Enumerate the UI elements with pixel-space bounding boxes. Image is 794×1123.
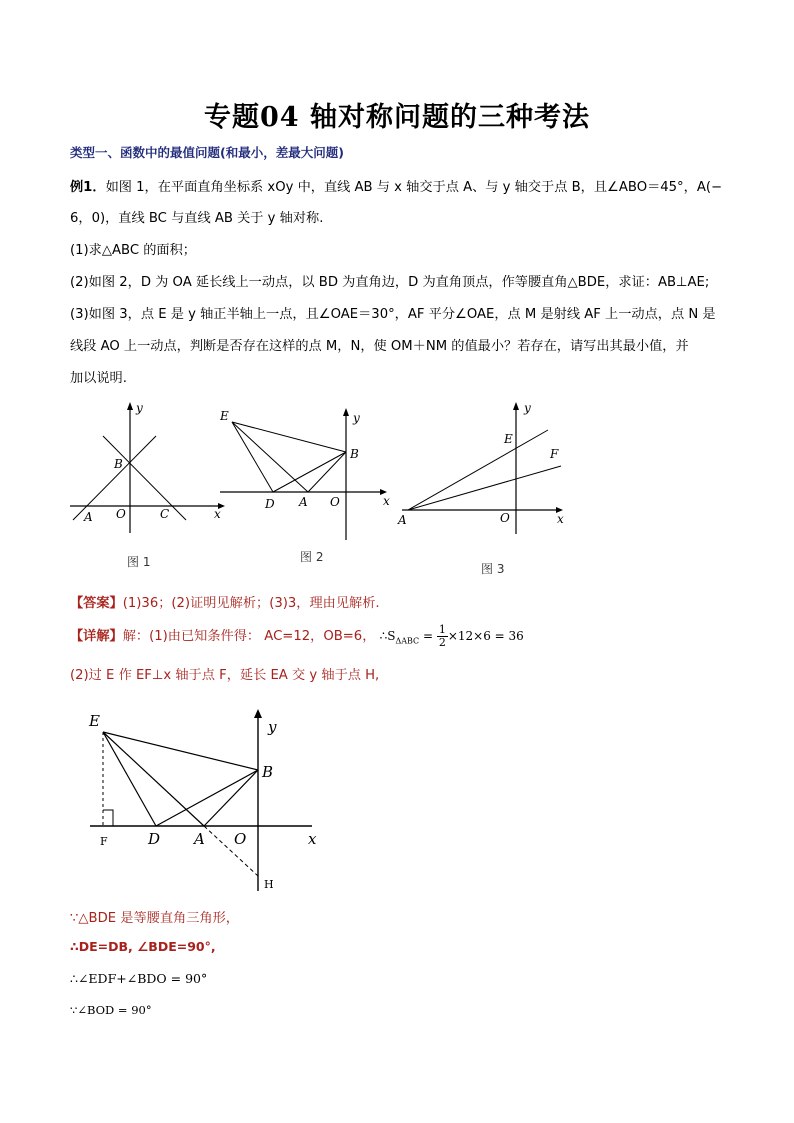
proof-line-1: ∵△BDE 是等腰直角三角形，: [70, 911, 239, 926]
formula-eq: =: [419, 629, 437, 643]
formula-fraction: [437, 624, 448, 649]
proof-line-2: ∴DE=DB, ∠BDE=90°,: [70, 939, 216, 954]
fig4-label-x: x: [308, 830, 317, 848]
fig3-label-f: F: [550, 447, 559, 461]
fig2-segment-ed: [232, 422, 273, 492]
fig4-segment-ah-dashed: [204, 826, 258, 876]
fig2-label-d: D: [265, 497, 275, 511]
fig1-y-arrow: [127, 402, 133, 410]
detail-tag: 【详解】: [70, 629, 123, 644]
question-2: (2)如图 2，D 为 OA 延长线上一动点，以 BD 为直角边，D 为直角顶点，作等腰直角△BDE，求证：AB⊥AE;: [70, 275, 710, 290]
fig4-label-f: F: [100, 835, 108, 848]
detail-step-2: (2)过 E 作 EF⊥x 轴于点 F，延长 EA 交 y 轴于点 H,: [70, 668, 380, 683]
fig4-label-e: E: [89, 712, 100, 730]
fig4-right-angle-mark: [103, 810, 113, 826]
fig4-label-y: y: [268, 718, 277, 736]
fig1-label-b: B: [114, 457, 123, 471]
example-line-2: 6，0)，直线 BC 与直线 AB 关于 y 轴对称.: [70, 211, 324, 226]
fig4-segment-eb: [103, 732, 258, 770]
fig1-label-y: y: [136, 401, 143, 415]
figure-2: [215, 402, 395, 542]
formula-prefix: ∴S: [379, 629, 396, 643]
figure-3-caption: 图 3: [481, 562, 505, 576]
figure-3: [396, 396, 576, 536]
proof-line-3: ∴∠EDF+∠BDO = 90°: [70, 971, 208, 986]
fig4-y-arrow: [254, 709, 262, 718]
fig2-segment-db: [273, 452, 346, 492]
section-heading: 类型一、函数中的最值问题(和最小，差最大问题): [70, 145, 344, 160]
fig4-segment-db: [156, 770, 258, 826]
figure-2-caption: 图 2: [300, 550, 324, 564]
question-3-line-1: (3)如图 3，点 E 是 y 轴正半轴上一点，且∠OAE＝30°，AF 平分∠OAE，点 M 是射线 AF 上一动点，点 N 是: [70, 307, 716, 322]
formula-rest: ×12×6 = 36: [447, 629, 524, 643]
area-formula: [379, 623, 524, 649]
page-title: 专题04 轴对称问题的三种考法: [204, 102, 590, 133]
fig2-label-b: B: [350, 447, 359, 461]
fig4-label-o: O: [234, 830, 247, 848]
figure-1: [68, 398, 228, 538]
fig3-label-a: A: [398, 513, 407, 527]
fig2-y-arrow: [343, 408, 349, 416]
figure-1-caption: 图 1: [127, 555, 151, 569]
fig3-y-arrow: [513, 402, 519, 410]
fig3-label-y: y: [524, 401, 531, 415]
example-label: 例1．: [70, 180, 106, 195]
fig1-label-a: A: [84, 510, 93, 524]
fig3-label-x: x: [557, 512, 564, 526]
detail-text: 解：(1)由已知条件得： AC=12，OB=6，: [122, 629, 376, 644]
answer-text: (1)36；(2)证明见解析；(3)3，理由见解析.: [122, 596, 380, 611]
fig4-segment-ea: [103, 732, 204, 826]
figure-4: [82, 706, 342, 896]
fig2-segment-ab: [308, 452, 346, 492]
fig3-label-o: O: [500, 511, 510, 525]
fig1-line-ab: [73, 436, 156, 520]
question-3-line-2: 线段 AO 上一动点，判断是否存在这样的点 M，N，使 OM＋NM 的值最小？若存在，请写出其最小值，并: [70, 339, 689, 354]
fig1-label-c: C: [160, 507, 170, 521]
fig4-label-d: D: [148, 830, 161, 848]
question-3-line-3: 加以说明.: [70, 371, 127, 386]
answer-tag: 【答案】: [70, 596, 123, 611]
fig2-label-o: O: [330, 495, 340, 509]
fig3-ray-af: [408, 466, 561, 510]
fig4-segment-ed: [103, 732, 156, 826]
formula-subscript: ΔABC: [395, 636, 420, 646]
question-1: (1)求△ABC 的面积；: [70, 243, 196, 258]
fig3-label-e: E: [504, 432, 513, 446]
fig2-label-a: A: [299, 495, 308, 509]
example-text-1: 如图 1，在平面直角坐标系 xOy 中，直线 AB 与 x 轴交于点 A、与 y 轴交于点 B，且∠ABO＝45°，A(−: [105, 180, 723, 195]
fig4-label-h: H: [264, 878, 274, 891]
fraction-numerator: 1: [438, 623, 446, 636]
fig1-label-x: x: [214, 507, 221, 521]
fig2-segment-eb: [232, 422, 346, 452]
fig2-label-y: y: [353, 411, 360, 425]
detail-line: [70, 624, 524, 649]
fig3-ray-ae: [408, 430, 548, 510]
fig2-label-x: x: [383, 494, 390, 508]
example-line-1: [70, 176, 722, 195]
fig2-label-e: E: [220, 409, 229, 423]
fig4-label-b: B: [262, 763, 274, 781]
fraction-denominator: 2: [438, 636, 446, 649]
fig1-label-o: O: [116, 507, 126, 521]
fig4-segment-ab: [204, 770, 258, 826]
fig4-label-a: A: [194, 830, 205, 848]
proof-line-4: ∵∠BOD = 90°: [70, 1003, 152, 1017]
answer-line: [70, 592, 380, 611]
